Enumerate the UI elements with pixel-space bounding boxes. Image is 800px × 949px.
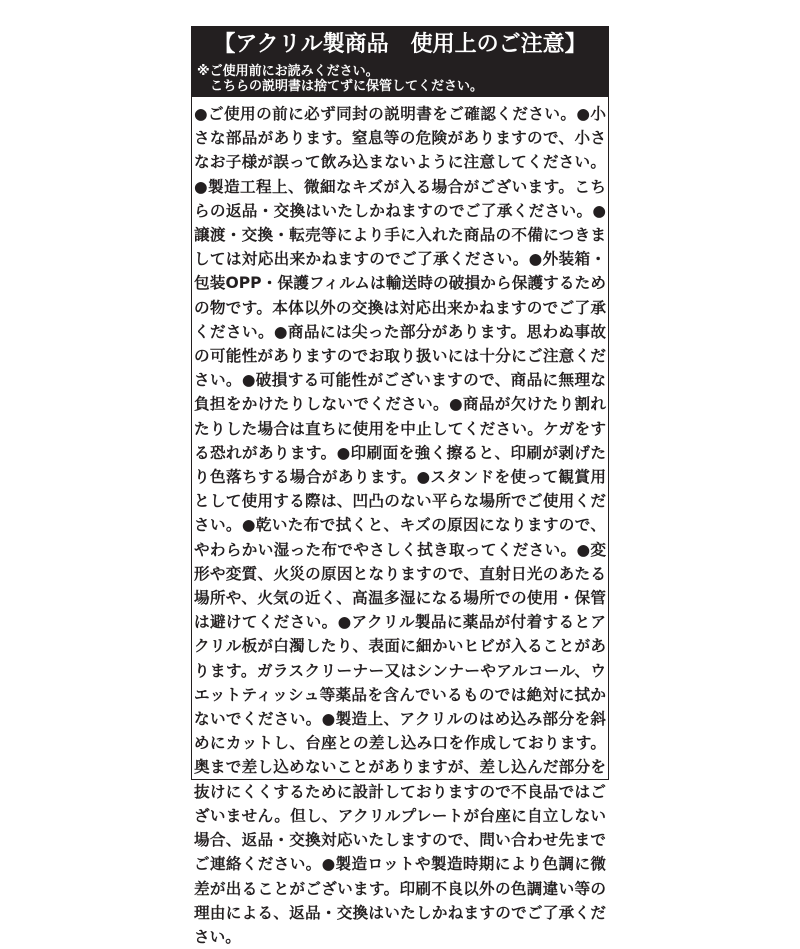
notice-body-box: [191, 96, 609, 946]
notice-subnote: [197, 64, 483, 94]
notice-body-text: ●ご使用の前に必ず同封の説明書をご確認ください。●小さな部品があります。窒息等の危険がありますので、小さなお子様が誤って飲み込まないように注意してください。●製造工程上、微細なキズが入る場合がございます。こちらの返品・交換はいたしかねますのでご了承ください。●譲渡・交換・転売等により手に入れた商品の不備につきましては対応出来かねますのでご了承ください。●外装箱・包装OPP・保護フィルムは輸送時の破損から保護するための物です。本体以外の交換は対応出来かねますのでご了承ください。●商品には尖った部分があります。思わぬ事故の可能性がありますのでお取り扱いには十分にご注意ください。●破損する可能性がございますので、商品に無理な負担をかけたりしないでください。●商品が欠けたり割れたりした場合は直ちに使用を中止してください。ケガをする恐れがあります。●印刷面を強く擦ると、印刷が剥げたり色落ちする場合があります。●スタンドを使って観賞用として使用する際は、凹凸のない平らな場所でご使用ください。●乾いた布で拭くと、キズの原因になりますので、やわらかい湿った布でやさしく拭き取ってください。●変形や変質、火災の原因となりますので、直射日光のあたる場所や、火気の近く、高温多湿になる場所での使用・保管は避けてください。●アクリル製品に薬品が付着するとアクリル板が白濁したり、表面に細かいヒビが入ることがあります。ガラスクリーナー又はシンナーやアルコール、ウエットティッシュ等薬品を含んでいるものでは絶対に拭かないでください。●製造上、アクリルのはめ込み部分を斜めにカットし、台座との差し込み口を作成しております。奥まで差し込めないことがありますが、差し込んだ部分を抜けにくくするために設計しておりますので不良品ではございません。但し、アクリルプレートが台座に自立しない場合、返品・交換対応いたしますので、問い合わせ先までご連絡ください。●製造ロットや製造時期により色調に微差が出ることがございます。印刷不良以外の色調違い等の理由による、返品・交換はいたしかねますのでご了承ください。: [194, 105, 606, 946]
subnote-line-1: ※ご使用前にお読みください。: [197, 64, 379, 79]
notice-title: 【アクリル製商品 使用上のご注意】: [213, 32, 587, 57]
subnote-line-2: こちらの説明書は捨てずに保管してください。: [197, 79, 484, 94]
notice-header: [191, 26, 609, 96]
